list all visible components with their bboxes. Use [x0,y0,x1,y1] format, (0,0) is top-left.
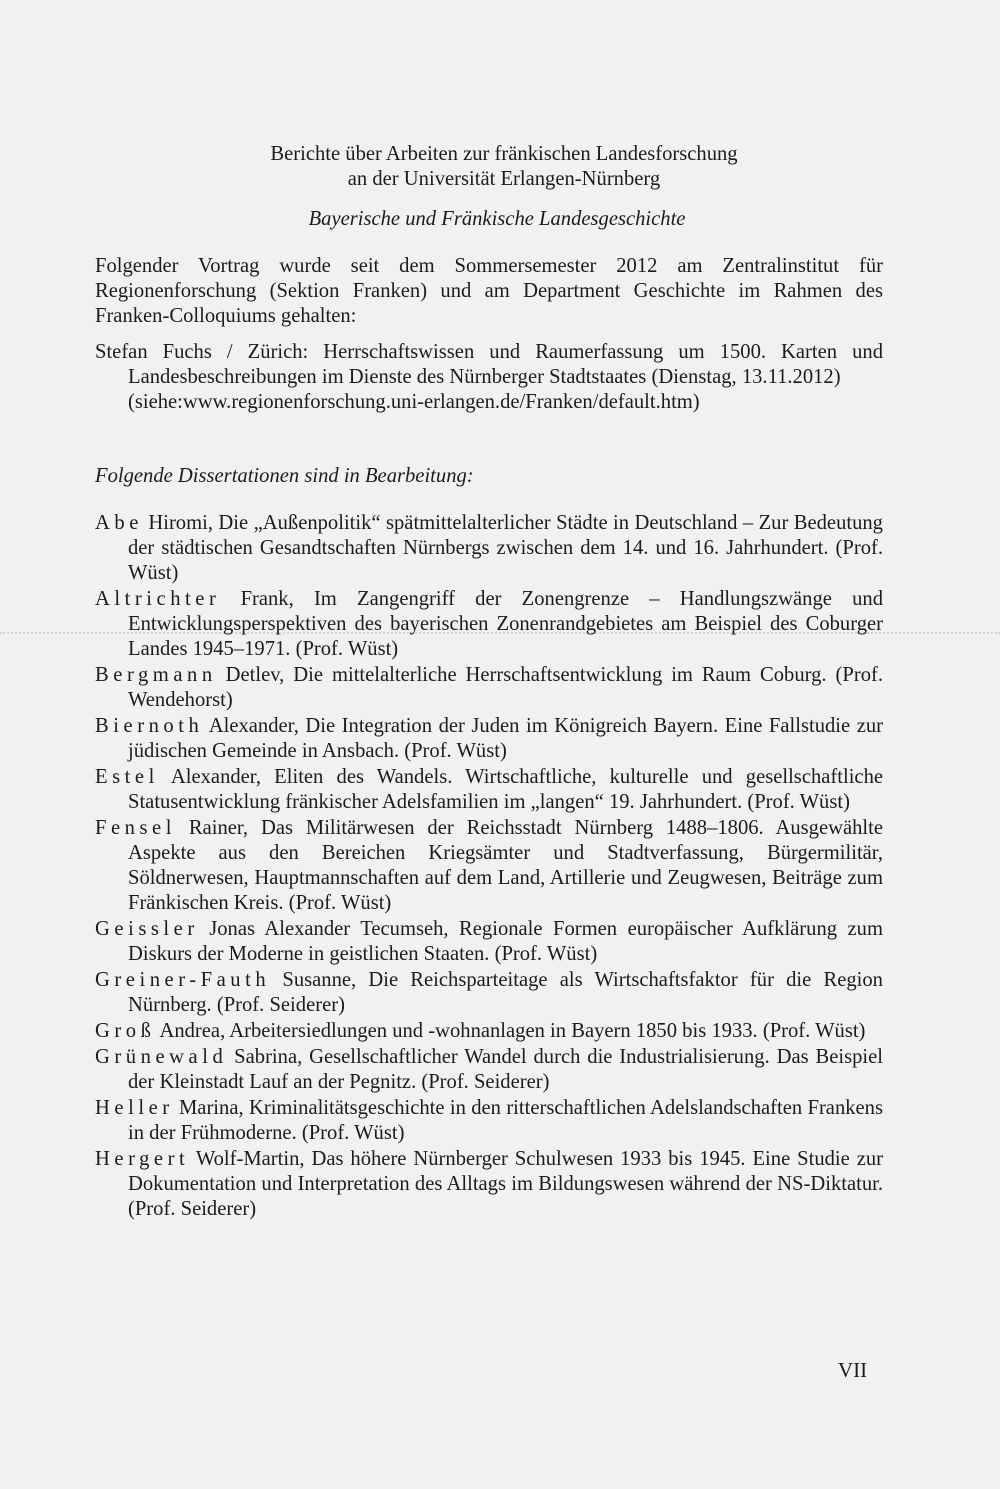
list-item [95,511,883,586]
list-item [95,968,883,1018]
dissertation-list [95,511,883,1222]
entry-surname: Heller [95,1097,174,1119]
heading-line-1: Berichte über Arbeiten zur fränkischen Landesforschung [270,143,738,165]
entry-surname: Abe [95,512,143,534]
entry-text: Jonas Alexander Tecumseh, Regionale Formen europäischer Aufklärung zum Diskurs der Moderne in geistlichen Staaten. (Prof. Wüst) [128,918,883,965]
intro-paragraph: Folgender Vortrag wurde seit dem Sommersemester 2012 am Zentralinstitut für Regionenforschung (Sektion Franken) und am Department Geschichte im Rahmen des Franken-Colloquiums gehalten: [95,255,883,327]
list-item [95,1019,883,1044]
entry-text: Detlev, Die mittelalterliche Herrschaftsentwicklung im Raum Coburg. (Prof. Wendehorst) [128,664,883,711]
entry-surname: Geissler [95,918,199,940]
lecture-url: (siehe:www.regionenforschung.uni-erlangen.de/Franken/default.htm) [128,391,700,413]
list-item [95,1045,883,1095]
entry-surname: Estel [95,766,159,788]
list-item [95,1096,883,1146]
list-item [95,917,883,967]
entry-surname: Altrichter [95,588,221,610]
list-item [95,714,883,764]
entry-surname: Groß [95,1020,156,1042]
entry-surname: Bergmann [95,664,217,686]
list-item [95,587,883,662]
entry-text: Andrea, Arbeitersiedlungen und -wohnanlagen in Bayern 1850 bis 1933. (Prof. Wüst) [159,1020,866,1042]
entry-text: Sabrina, Gesellschaftlicher Wandel durch die Industrialisierung. Das Beispiel der Kleinstadt Lauf an der Pegnitz. (Prof. Seiderer) [128,1046,883,1093]
section-subtitle: Bayerische und Fränkische Landesgeschichte [308,208,686,230]
list-item [95,1147,883,1222]
entry-surname: Hergert [95,1148,190,1170]
entry-text: Marina, Kriminalitätsgeschichte in den ritterschaftlichen Adelslandschaften Frankens in der Frühmoderne. (Prof. Wüst) [128,1097,883,1144]
entry-surname: Biernoth [95,715,204,737]
lecture-text: Stefan Fuchs / Zürich: Herrschaftswissen und Raumerfassung um 1500. Karten und Landesbeschreibungen im Dienste des Nürnberger Stadtstaates (Dienstag, 13.11.2012) [95,341,883,388]
entry-surname: Grünewald [95,1046,228,1068]
entry-text: Wolf-Martin, Das höhere Nürnberger Schulwesen 1933 bis 1945. Eine Studie zur Dokumentation und Interpretation des Alltags im Bildungswesen während der NS-Diktatur. (Prof. Seiderer) [128,1148,883,1220]
entry-text: Rainer, Das Militärwesen der Reichsstadt Nürnberg 1488–1806. Ausgewählte Aspekte aus den Bereichen Kriegsämter und Stadtverfassung, Bürgermilitär, Söldnerwesen, Hauptmannschaften auf dem Land, Artillerie und Zeugwesen, Beiträge zum Fränkischen Kreis. (Prof. Wüst) [128,817,883,914]
entry-text: Susanne, Die Reichsparteitage als Wirtschaftsfaktor für die Region Nürnberg. (Prof. Seiderer) [128,969,883,1016]
entry-text: Hiromi, Die „Außenpolitik“ spätmittelalterlicher Städte in Deutschland – Zur Bedeutung der städtischen Gesandtschaften Nürnbergs zwischen dem 14. und 16. Jahrhundert. (Prof. Wüst) [128,512,883,584]
heading-line-2: an der Universität Erlangen-Nürnberg [347,168,661,190]
page-content [95,142,883,1223]
list-item [95,765,883,815]
entry-text: Alexander, Die Integration der Juden im Königreich Bayern. Eine Fallstudie zur jüdischen Gemeinde in Ansbach. (Prof. Wüst) [128,715,883,762]
dissertations-heading: Folgende Dissertationen sind in Bearbeitung: [95,465,474,487]
entry-text: Alexander, Eliten des Wandels. Wirtschaftliche, kulturelle und gesellschaftliche Statusentwicklung fränkischer Adelsfamilien im „langen“ 19. Jahrhundert. (Prof. Wüst) [128,766,884,813]
lecture-entry [95,340,883,415]
entry-text: Frank, Im Zangengriff der Zonengrenze – Handlungszwänge und Entwicklungsperspektiven des bayerischen Zonenrandgebietes am Beispiel des Coburger Landes 1945–1971. (Prof. Wüst) [128,588,883,660]
entry-surname: Fensel [95,817,176,839]
list-item [95,663,883,713]
entry-surname: Greiner-Fauth [95,969,271,991]
list-item [95,816,883,916]
page-number: VII [838,1358,868,1382]
